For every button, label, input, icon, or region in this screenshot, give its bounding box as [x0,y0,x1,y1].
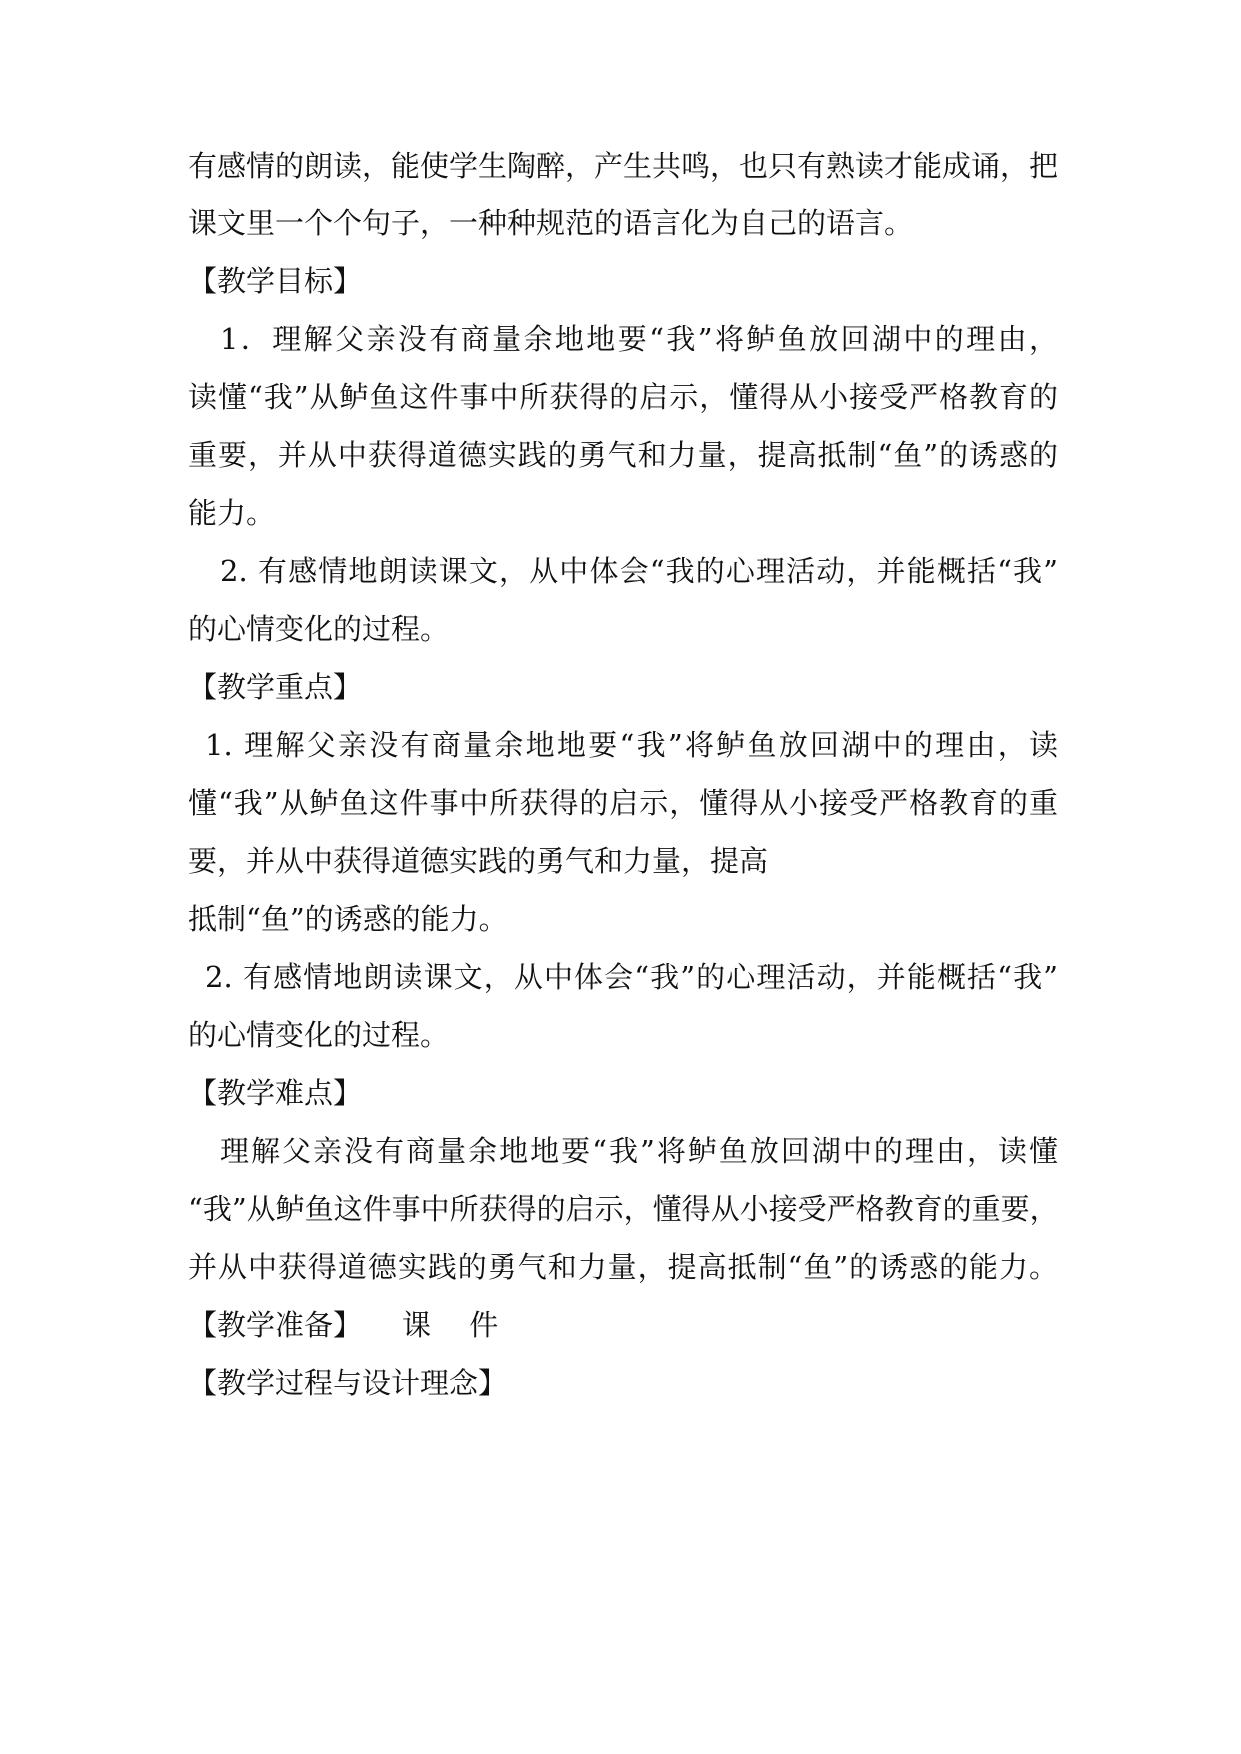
key-point-1-line-3: 要，并从中获得道德实践的勇气和力量，提高 [188,844,769,878]
objective-2-line-1: 2. 有感情地朗读课文，从中体会“我的心理活动，并能概括“我” [220,554,1058,588]
key-points-heading: 【教学重点】 [188,670,363,704]
key-point-1-line-1: 1. 理解父亲没有商量余地地要“我”将鲈鱼放回湖中的理由，读 [205,728,1058,762]
difficulty-line-1: 理解父亲没有商量余地地要“我”将鲈鱼放回湖中的理由，读懂 [220,1134,1058,1168]
key-point-2-line-2: 的心情变化的过程。 [188,1018,450,1052]
key-point-1-line-4: 抵制“鱼”的诱惑的能力。 [188,902,508,936]
objective-1-line-1: 1．理解父亲没有商量余地地要“我”将鲈鱼放回湖中的理由， [220,322,1058,356]
key-point-1-line-2: 懂“我”从鲈鱼这件事中所获得的启示，懂得从小接受严格教育的重 [188,786,1058,820]
objective-1-line-4: 能力。 [188,496,276,530]
objective-1-line-3: 重要，并从中获得道德实践的勇气和力量，提高抵制“鱼”的诱惑的 [188,438,1058,472]
intro-line-1: 有感情的朗读，能使学生陶醉，产生共鸣，也只有熟读才能成诵，把 [188,149,1059,183]
process-heading: 【教学过程与设计理念】 [188,1366,508,1400]
preparation-heading: 【教学准备】 [188,1308,363,1342]
intro-line-2: 课文里一个个句子，一种种规范的语言化为自己的语言。 [188,206,914,240]
difficulty-line-2: “我”从鲈鱼这件事中所获得的启示，懂得从小接受严格教育的重要， [188,1192,1059,1226]
preparation-value: 课 件 [402,1308,499,1342]
objective-2-line-2: 的心情变化的过程。 [188,612,450,646]
difficulty-line-3: 并从中获得道德实践的勇气和力量，提高抵制“鱼”的诱惑的能力。 [188,1250,1058,1284]
difficulties-heading: 【教学难点】 [188,1076,363,1110]
objective-1-line-2: 读懂“我”从鲈鱼这件事中所获得的启示，懂得从小接受严格教育的 [188,380,1058,414]
key-point-2-line-1: 2. 有感情地朗读课文，从中体会“我”的心理活动，并能概括“我” [205,960,1058,994]
objectives-heading: 【教学目标】 [188,264,363,298]
